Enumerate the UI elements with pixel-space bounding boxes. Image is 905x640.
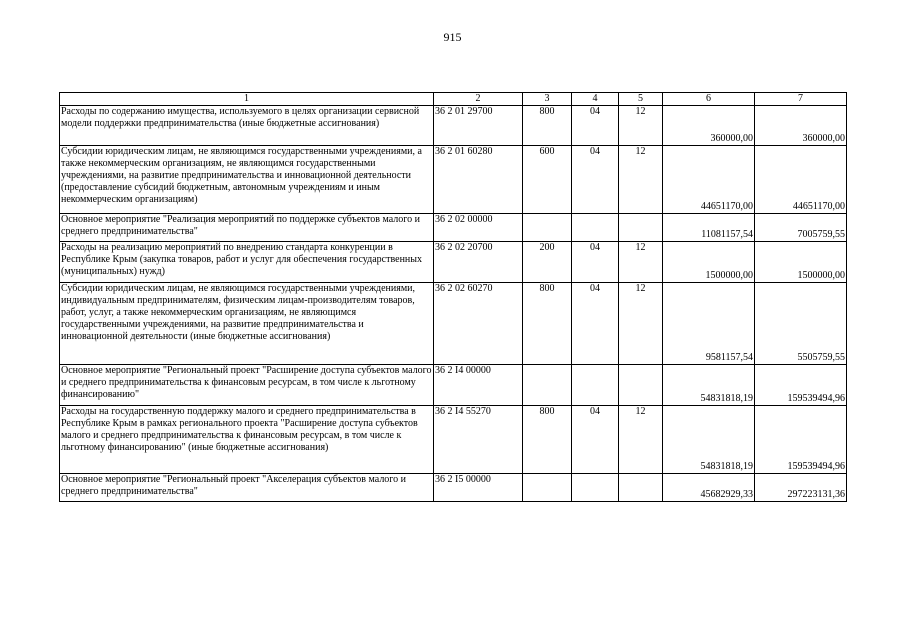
section: 04 bbox=[572, 283, 619, 365]
expense-type: 800 bbox=[523, 106, 572, 146]
amount-col6: 360000,00 bbox=[663, 106, 755, 146]
table-row bbox=[60, 146, 847, 214]
target-code: 36 2 01 29700 bbox=[434, 106, 523, 146]
expense-type bbox=[523, 474, 572, 502]
expense-type: 200 bbox=[523, 242, 572, 283]
amount-col7: 44651170,00 bbox=[755, 146, 847, 214]
section: 04 bbox=[572, 242, 619, 283]
target-code: 36 2 01 60280 bbox=[434, 146, 523, 214]
amount-col6: 44651170,00 bbox=[663, 146, 755, 214]
expense-type bbox=[523, 365, 572, 406]
subsection bbox=[619, 365, 663, 406]
amount-col7: 297223131,36 bbox=[755, 474, 847, 502]
amount-col6: 1500000,00 bbox=[663, 242, 755, 283]
expense-name: Субсидии юридическим лицам, не являющимся государственными учреждениями, а также некоммерческим организациям, не являющимся государственными учреждениями, на развитие предпринимательства и инновационной деятельности (предоставление субсидий бюджетным, автономным учреждениям и иным некоммерческим организациям) bbox=[60, 146, 434, 214]
section: 04 bbox=[572, 406, 619, 474]
section: 04 bbox=[572, 146, 619, 214]
budget-table bbox=[59, 92, 847, 502]
amount-col6: 45682929,33 bbox=[663, 474, 755, 502]
expense-name: Основное мероприятие "Региональный проект "Расширение доступа субъектов малого и среднего предпринимательства к финансовым ресурсам, в том числе к льготному финансированию" bbox=[60, 365, 434, 406]
amount-col7: 1500000,00 bbox=[755, 242, 847, 283]
amount-col6: 11081157,54 bbox=[663, 214, 755, 242]
subsection bbox=[619, 474, 663, 502]
header-cell: 7 bbox=[755, 93, 847, 106]
target-code: 36 2 I4 00000 bbox=[434, 365, 523, 406]
section bbox=[572, 214, 619, 242]
section bbox=[572, 474, 619, 502]
amount-col7: 5505759,55 bbox=[755, 283, 847, 365]
page-number: 915 bbox=[443, 30, 462, 44]
table-row bbox=[60, 242, 847, 283]
subsection bbox=[619, 214, 663, 242]
expense-name: Расходы на реализацию мероприятий по внедрению стандарта конкуренции в Республике Крым (закупка товаров, работ и услуг для обеспечения государственных (муниципальных) нужд) bbox=[60, 242, 434, 283]
table-row bbox=[60, 283, 847, 365]
expense-name: Расходы по содержанию имущества, используемого в целях организации сервисной модели поддержки предпринимательства (иные бюджетные ассигнования) bbox=[60, 106, 434, 146]
header-cell: 3 bbox=[523, 93, 572, 106]
amount-col6: 9581157,54 bbox=[663, 283, 755, 365]
expense-type: 800 bbox=[523, 283, 572, 365]
table-row bbox=[60, 365, 847, 406]
expense-type: 800 bbox=[523, 406, 572, 474]
table-row bbox=[60, 214, 847, 242]
amount-col6: 54831818,19 bbox=[663, 406, 755, 474]
header-cell: 4 bbox=[572, 93, 619, 106]
expense-name: Основное мероприятие "Реализация мероприятий по поддержке субъектов малого и среднего предпринимательства" bbox=[60, 214, 434, 242]
header-cell: 6 bbox=[663, 93, 755, 106]
expense-type bbox=[523, 214, 572, 242]
subsection: 12 bbox=[619, 242, 663, 283]
amount-col7: 159539494,96 bbox=[755, 406, 847, 474]
header-cell: 1 bbox=[60, 93, 434, 106]
expense-type: 600 bbox=[523, 146, 572, 214]
header-cell: 2 bbox=[434, 93, 523, 106]
header-cell: 5 bbox=[619, 93, 663, 106]
expense-name: Расходы на государственную поддержку малого и среднего предпринимательства в Республике Крым в рамках регионального проекта "Расширение доступа субъектов малого и среднего предпринимательства к финансовым ресурсам, в том числе к льготному финансированию" (иные бюджетные ассигнования) bbox=[60, 406, 434, 474]
amount-col7: 360000,00 bbox=[755, 106, 847, 146]
amount-col7: 159539494,96 bbox=[755, 365, 847, 406]
table-row bbox=[60, 406, 847, 474]
subsection: 12 bbox=[619, 406, 663, 474]
target-code: 36 2 I5 00000 bbox=[434, 474, 523, 502]
amount-col6: 54831818,19 bbox=[663, 365, 755, 406]
subsection: 12 bbox=[619, 106, 663, 146]
section: 04 bbox=[572, 106, 619, 146]
subsection: 12 bbox=[619, 146, 663, 214]
subsection: 12 bbox=[619, 283, 663, 365]
target-code: 36 2 02 00000 bbox=[434, 214, 523, 242]
expense-name: Основное мероприятие "Региональный проект "Акселерация субъектов малого и среднего предпринимательства" bbox=[60, 474, 434, 502]
expense-name: Субсидии юридическим лицам, не являющимся государственными учреждениями, индивидуальным предпринимателям, физическим лицам-производителям товаров, работ, услуг, а также некоммерческим организациям, не являющимся государственными учреждениями, на развитие предпринимательства и инновационной деятельности (иные бюджетные ассигнования) bbox=[60, 283, 434, 365]
header-row bbox=[60, 93, 847, 106]
table-row bbox=[60, 474, 847, 502]
amount-col7: 7005759,55 bbox=[755, 214, 847, 242]
target-code: 36 2 02 60270 bbox=[434, 283, 523, 365]
section bbox=[572, 365, 619, 406]
target-code: 36 2 I4 55270 bbox=[434, 406, 523, 474]
table-row bbox=[60, 106, 847, 146]
target-code: 36 2 02 20700 bbox=[434, 242, 523, 283]
